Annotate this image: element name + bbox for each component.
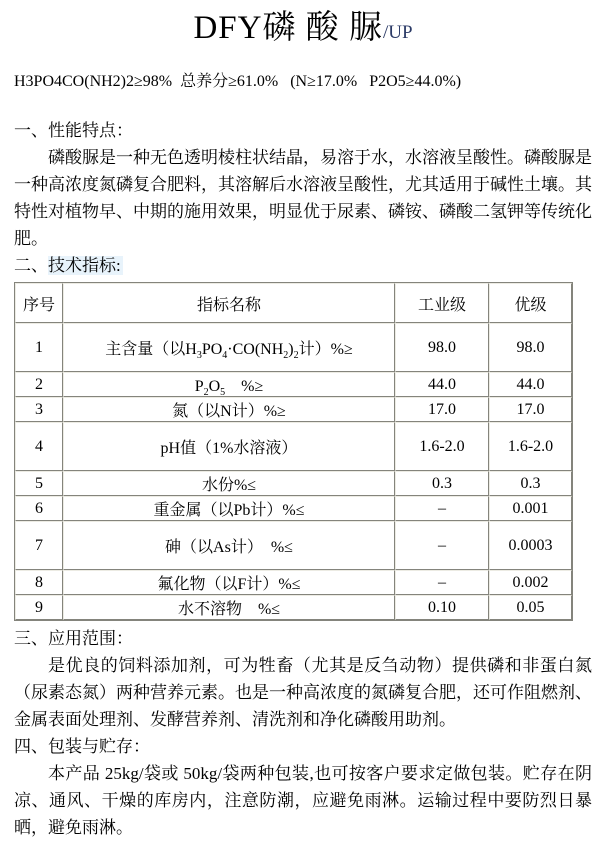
section-heading-application: 三、应用范围： (14, 629, 133, 648)
page-title (14, 6, 592, 55)
premium-grade-cell: 0.0003 (489, 521, 572, 570)
industrial-grade-cell: – (395, 496, 489, 521)
industrial-grade-cell: – (395, 570, 489, 595)
premium-grade-cell: 0.002 (489, 570, 572, 595)
indicator-name-cell: pH值（1%水溶液） (63, 422, 395, 471)
specs-heading-prefix: 二、 (14, 256, 48, 275)
formula-line: H3PO4CO(NH2)2≥98% 总养分≥61.0% (N≥17.0% P2O5≥44.0%) (14, 73, 462, 90)
index-cell: 4 (15, 422, 63, 471)
index-cell: 2 (15, 372, 63, 397)
indicator-name-cell: 氟化物（以F计）%≤ (63, 570, 395, 595)
index-cell: 1 (15, 323, 63, 372)
premium-grade-cell: 0.05 (489, 595, 572, 620)
col-header-industrial-grade: 工业级 (395, 283, 489, 323)
index-cell: 7 (15, 521, 63, 570)
industrial-grade-cell: 17.0 (395, 397, 489, 422)
industrial-grade-cell: 98.0 (395, 323, 489, 372)
spec-table-header-row (15, 283, 572, 323)
index-cell: 9 (15, 595, 63, 620)
col-header-indicator-name: 指标名称 (63, 283, 395, 323)
industrial-grade-cell: 1.6-2.0 (395, 422, 489, 471)
spec-table-row (15, 521, 572, 570)
industrial-grade-cell: 0.10 (395, 595, 489, 620)
indicator-name-cell: 氮（以N计）%≥ (63, 397, 395, 422)
spec-table-row (15, 570, 572, 595)
premium-grade-cell: 0.3 (489, 471, 572, 496)
col-header-index: 序号 (15, 283, 63, 323)
spec-table-row (15, 422, 572, 471)
indicator-name-cell: 水不溶物 %≤ (63, 595, 395, 620)
specs-heading-highlight: 技术指标: (48, 256, 121, 275)
page-title-suffix: /UP (382, 22, 413, 43)
industrial-grade-cell: 44.0 (395, 372, 489, 397)
indicator-name-cell: 重金属（以Pb计）%≤ (63, 496, 395, 521)
premium-grade-cell: 17.0 (489, 397, 572, 422)
indicator-name-cell: 主含量（以$H_3PO_4\cdot CO(NH_2)_2$计）%≥ (63, 323, 395, 372)
spec-table-row (15, 471, 572, 496)
section-heading-specs (14, 252, 592, 279)
index-cell: 8 (15, 570, 63, 595)
index-cell: 5 (15, 471, 63, 496)
spec-table-row (15, 323, 572, 372)
application-paragraph: 是优良的饲料添加剂，可为牲畜（尤其是反刍动物）提供磷和非蛋白氮（尿素态氮）两种营养元素。也是一种高浓度的氮磷复合肥，还可作阻燃剂、金属表面处理剂、发酵营养剂、清洗剂和净化磷酸用助剂。 (14, 656, 592, 729)
premium-grade-cell: 0.001 (489, 496, 572, 521)
spec-table-row (15, 496, 572, 521)
col-header-premium-grade: 优级 (489, 283, 572, 323)
premium-grade-cell: 44.0 (489, 372, 572, 397)
spec-table (14, 282, 573, 621)
indicator-name-cell: $P_2O_5$ %≥ (63, 372, 395, 397)
indicator-name-cell: 砷（以As计） %≤ (63, 521, 395, 570)
packaging-paragraph: 本产品 25kg/袋或 50kg/袋两种包装,也可按客户要求定做包装。贮存在阴凉、通风、干燥的库房内，注意防潮，应避免雨淋。运输过程中要防烈日暴晒，避免雨淋。 (14, 764, 592, 837)
page-title-main: DFY磷 酸 脲 (193, 10, 383, 46)
index-cell: 3 (15, 397, 63, 422)
indicator-name-cell: 水份%≤ (63, 471, 395, 496)
spec-table-body (15, 323, 572, 620)
premium-grade-cell: 98.0 (489, 323, 572, 372)
industrial-grade-cell: 0.3 (395, 471, 489, 496)
premium-grade-cell: 1.6-2.0 (489, 422, 572, 471)
spec-table-row (15, 595, 572, 620)
industrial-grade-cell: – (395, 521, 489, 570)
section-heading-packaging: 四、包装与贮存： (14, 737, 150, 756)
section-heading-performance: 一、性能特点： (14, 121, 133, 140)
spec-table-row (15, 397, 572, 422)
index-cell: 6 (15, 496, 63, 521)
spec-table-row (15, 372, 572, 397)
performance-paragraph: 磷酸脲是一种无色透明棱柱状结晶，易溶于水，水溶液呈酸性。磷酸脲是一种高浓度氮磷复合肥料，其溶解后水溶液呈酸性，尤其适用于碱性土壤。其特性对植物早、中期的施用效果，明显优于尿素、磷铵、磷酸二氢钾等传统化肥。 (14, 148, 592, 248)
